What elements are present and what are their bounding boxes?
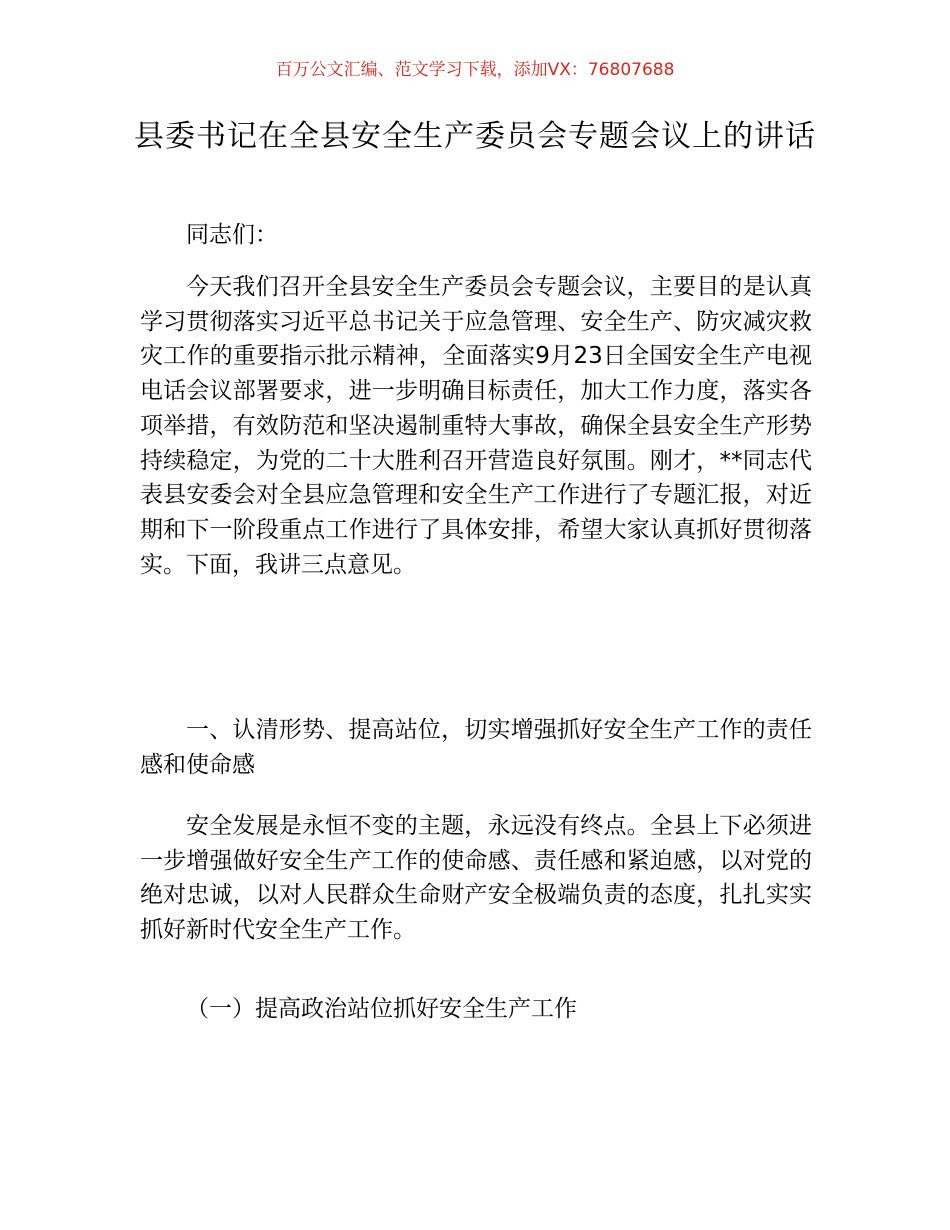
document-title: 县委书记在全县安全生产委员会专题会议上的讲话: [134, 119, 816, 154]
intro-paragraph: 今天我们召开全县安全生产委员会专题会议，主要目的是认真学习贯彻落实习近平总书记关于应急管理、安全生产、防灾减灾救灾工作的重要指示批示精神，全面落实9月23日全国安全生产电视电话会议部署要求，进一步明确目标责任，加大工作力度，落实各项举措，有效防范和坚决遏制重特大事故，确保全县安全生产形势持续稳定，为党的二十大胜利召开营造良好氛围。刚才，**同志代表县安委会对全县应急管理和安全生产工作进行了专题汇报，对近期和下一阶段重点工作进行了具体安排，希望大家认真抓好贯彻落实。下面，我讲三点意见。: [140, 274, 812, 578]
salutation: 同志们：: [186, 222, 278, 248]
subsection-1-heading: （一）提高政治站位抓好安全生产工作: [186, 996, 577, 1022]
section-1-paragraph: 安全发展是永恒不变的主题，永远没有终点。全县上下必须进一步增强做好安全生产工作的使命感、责任感和紧迫感，以对党的绝对忠诚，以对人民群众生命财产安全极端负责的态度，扎扎实实抓好新时代安全生产工作。: [140, 813, 812, 944]
watermark-banner: 百万公文汇编、范文学习下载，添加VX：76807688: [275, 60, 675, 80]
section-1-heading: 一、认清形势、提高站位，切实增强抓好安全生产工作的责任感和使命感: [140, 717, 812, 778]
